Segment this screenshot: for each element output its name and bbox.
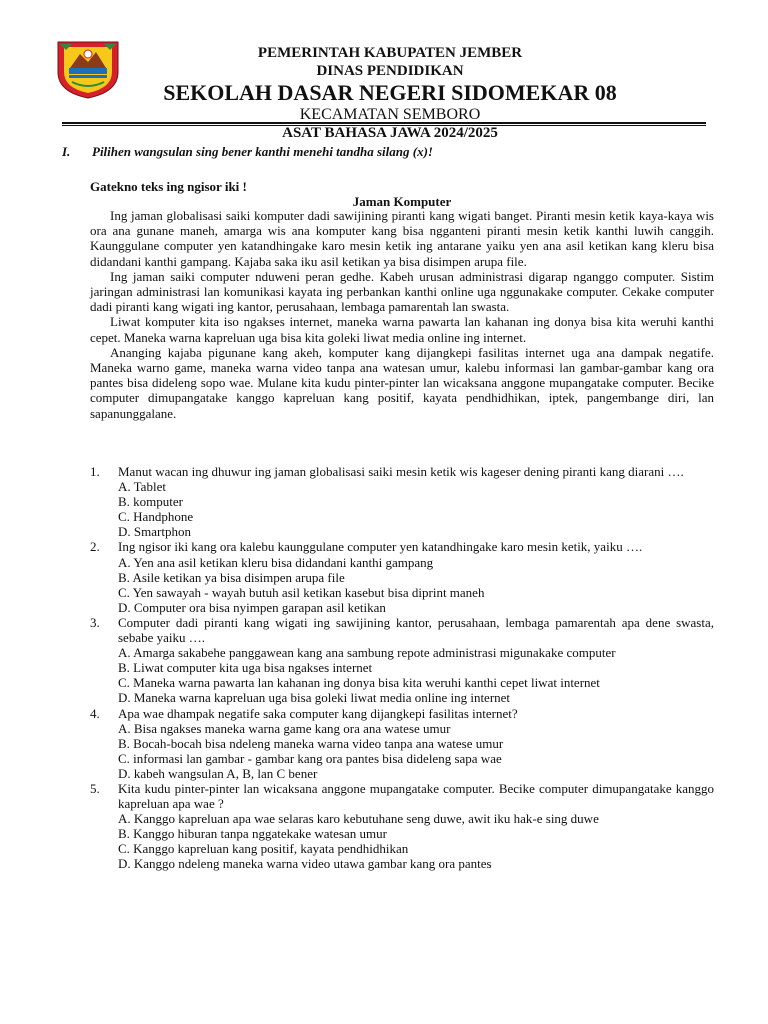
header-district: KECAMATAN SEMBORO: [299, 106, 481, 123]
answer-option: A. Amarga sakabehe panggawean kang ana sambung repote administrasi migunakake computer: [118, 645, 616, 661]
answer-option: C. Handphone: [118, 509, 194, 525]
question-text: Manut wacan ing dhuwur ing jaman globalisasi saiki mesin ketik wis kageser dening piranti kang diarani ….: [118, 464, 684, 479]
answer-option: B. komputer: [118, 494, 183, 510]
answer-option: A. Kanggo kapreluan apa wae selaras karo kebutuhane seng duwe, awit iku hak-e sing duwe: [118, 811, 599, 827]
passage-paragraph: Liwat komputer kita iso ngakses internet, maneka warna pawarta lan kahanan ing donya bisa kita weruhi kanthi cepet. Maneka warna kapreluan uga bisa kita goleki liwat media online ing internet.: [90, 314, 714, 345]
header-government: PEMERINTAH KABUPATEN JEMBER: [257, 45, 523, 61]
answer-option: B. Kanggo hiburan tanpa nggatekake watesan umur: [118, 826, 387, 842]
exam-title: ASAT BAHASA JAWA 2024/2025: [282, 125, 498, 141]
question-number: 3.: [90, 614, 100, 630]
header-divider-thick: [62, 122, 706, 124]
answer-option: B. Bocah-bocah bisa ndeleng maneka warna video tanpa ana watese umur: [118, 735, 504, 751]
answer-option: A. Yen ana asil ketikan kleru bisa didandani kanthi gampang: [118, 554, 434, 570]
section-number: I.: [62, 144, 71, 159]
passage-paragraph: Ing jaman globalisasi saiki komputer dadi sawijining piranti kang wigati banget. Piranti mesin ketik kaya-kaya wis ora ana gunane maneh, amarga wis ana komputer kang bisa ngganteni piranti mesin ketik kanthi luwih canggih. Kaunggulane computer yen katandhingake karo mesin ketik ing antarane yaiku yen ana asil ketikan kang kleru bisa didandani kanthi gampang. Kajaba saka iku asil ketikan ya bisa disimpen arupa file.: [90, 208, 714, 269]
question-text: Kita kudu pinter-pinter lan wicaksana anggone mupangatake computer. Becike computer dimupangatake kanggo kapreluan apa wae ?: [118, 780, 714, 812]
question-item: [90, 539, 714, 614]
answer-option: B. Liwat computer kita uga bisa ngakses internet: [118, 660, 373, 676]
passage-paragraph: Ing jaman saiki computer nduweni peran gedhe. Kabeh urusan administrasi digarap nganggo computer. Sistim jaringan administrasi lan komunikasi kayata ing perbankan kanthi online uga nggunakake computer. Cekake computer dadi piranti kang wigati ing kantor, perusahaan, lembaga pamarentah lan swasta.: [90, 268, 714, 315]
question-item: [90, 464, 714, 539]
answer-option: C. informasi lan gambar - gambar kang ora pantes bisa dideleng sapa wae: [118, 750, 502, 766]
answer-option: D. Maneka warna kapreluan uga bisa goleki liwat media online ing internet: [118, 690, 511, 706]
question-item: [90, 706, 714, 781]
section-instruction: [62, 144, 433, 160]
header-school-name: SEKOLAH DASAR NEGERI SIDOMEKAR 08: [163, 80, 617, 105]
header-department: DINAS PENDIDIKAN: [316, 63, 464, 79]
question-item: [90, 615, 714, 706]
answer-option: D. Smartphon: [118, 524, 191, 540]
question-number: 5.: [90, 780, 100, 796]
passage-paragraph: Ananging kajaba pigunane kang akeh, komputer kang dijangkepi fasilitas internet uga ana dampak negatife. Maneka warno game, maneka warna video tanpa ana watesan umur, kalebu informasi lan gambar-gambar kang ora pantes bisa dideleng sopo wae. Mulane kita kudu pinter-pinter lan wicaksana anggone mupangatake computer. Becike computer dimupangatake kanggo kapreluan kang positif, kayata pendhidhikan, iptek, pangembange diri, lan sapanunggalane.: [90, 344, 714, 421]
section-instruction-text: Pilihen wangsulan sing bener kanthi menehi tandha silang (x)!: [92, 144, 433, 159]
reading-title: Jaman Komputer: [352, 194, 452, 209]
answer-option: C. Maneka warna pawarta lan kahanan ing donya bisa kita weruhi kanthi cepet liwat internet: [118, 675, 600, 691]
answer-option: D. Kanggo ndeleng maneka warna video utawa gambar kang ora pantes: [118, 856, 492, 872]
question-list: [90, 464, 714, 872]
question-item: [90, 781, 714, 872]
question-number: 2.: [90, 539, 100, 555]
reading-passage: [90, 208, 714, 421]
answer-option: C. Yen sawayah - wayah butuh asil ketikan kasebut bisa diprint maneh: [118, 584, 485, 600]
answer-option: A. Bisa ngakses maneka warna game kang ora ana watese umur: [118, 720, 451, 736]
question-number: 1.: [90, 464, 100, 479]
answer-option: D. Computer ora bisa nyimpen garapan asil ketikan: [118, 599, 386, 615]
answer-option: D. kabeh wangsulan A, B, lan C bener: [118, 765, 318, 781]
question-text: Ing ngisor iki kang ora kalebu kaunggulane computer yen katandhingake karo mesin ketik, yaiku ….: [118, 539, 643, 555]
answer-option: B. Asile ketikan ya bisa disimpen arupa file: [118, 569, 345, 585]
question-number: 4.: [90, 705, 100, 721]
answer-option: A. Tablet: [118, 479, 166, 495]
question-text: Apa wae dhampak negatife saka computer kang dijangkepi fasilitas internet?: [118, 705, 518, 721]
answer-option: C. Kanggo kapreluan kang positif, kayata pendhidhikan: [118, 841, 409, 857]
reading-intro: Gatekno teks ing ngisor iki !: [90, 179, 247, 194]
question-text: Computer dadi piranti kang wigati ing sawijining kantor, perusahaan, lembaga pamarentah apa dene swasta, sebabe yaiku ….: [118, 614, 714, 646]
